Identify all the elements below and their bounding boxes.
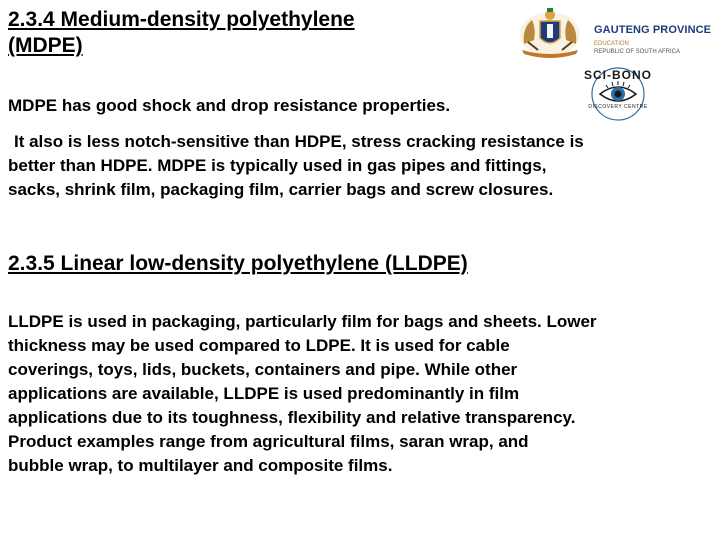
section-heading-lldpe: 2.3.5 Linear low-density polyethylene (LLDPE) <box>8 252 468 275</box>
heading-line: 2.3.4 Medium-density polyethylene <box>8 8 355 31</box>
coat-of-arms-icon <box>514 6 586 60</box>
gauteng-logo-sub1: EDUCATION <box>594 41 629 47</box>
gauteng-logo-name: GAUTENG PROVINCE <box>594 24 712 36</box>
sci-bono-logo-sub: DISCOVERY CENTRE <box>588 104 648 110</box>
paragraph-line: thickness may be used compared to LDPE. It is used for cable <box>8 336 510 355</box>
paragraph-line: coverings, toys, lids, buckets, containers and pipe. While other <box>8 360 518 379</box>
gauteng-logo-sub2: REPUBLIC OF SOUTH AFRICA <box>594 49 681 55</box>
section-heading-mdpe <box>8 7 438 59</box>
paragraph-line: It also is less notch-sensitive than HDPE, stress cracking resistance is <box>14 132 584 151</box>
sci-bono-logo <box>572 62 664 124</box>
paragraph-line: applications due to its toughness, flexibility and relative transparency. <box>8 408 576 427</box>
paragraph-line: applications are available, LLDPE is used predominantly in film <box>8 384 520 403</box>
paragraph-line: sacks, shrink film, packaging film, carrier bags and screw closures. <box>8 180 554 199</box>
heading-line: (MDPE) <box>8 34 83 57</box>
paragraph-line: LLDPE is used in packaging, particularly film for bags and sheets. Lower <box>8 312 597 331</box>
paragraph-line: bubble wrap, to multilayer and composite films. <box>8 456 393 475</box>
paragraph-line: Product examples range from agricultural films, saran wrap, and <box>8 432 529 451</box>
paragraph-line: better than HDPE. MDPE is typically used in gas pipes and fittings, <box>8 156 547 175</box>
lldpe-paragraph <box>8 310 718 478</box>
mdpe-paragraph-intro: MDPE has good shock and drop resistance properties. <box>8 96 451 115</box>
gauteng-province-logo <box>514 6 714 62</box>
mdpe-paragraph <box>8 130 718 202</box>
sci-bono-logo-name: SCI-BONO <box>584 68 652 82</box>
